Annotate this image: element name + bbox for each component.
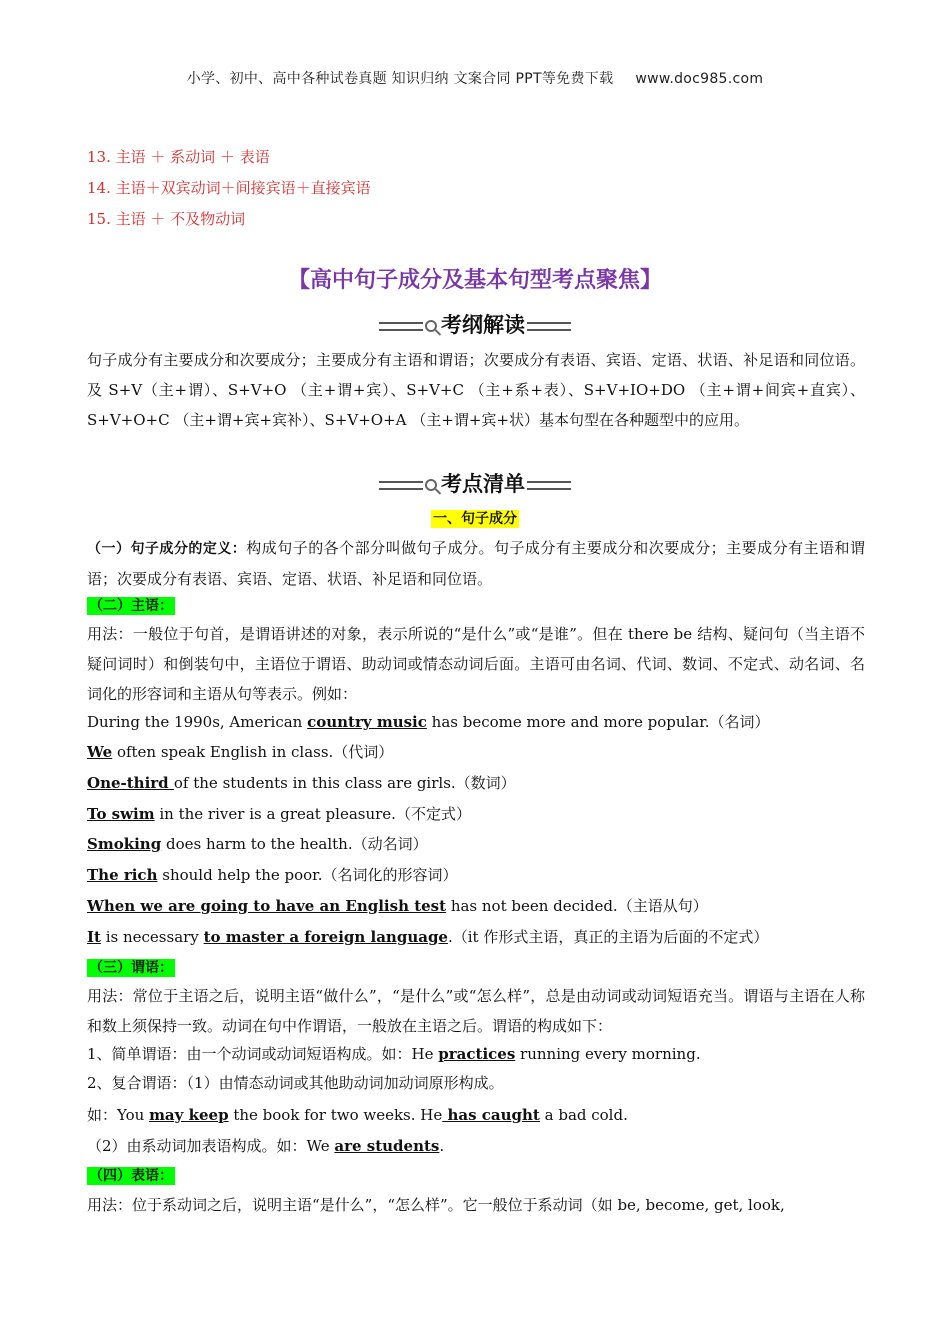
section-title: 考纲解读: [441, 313, 525, 337]
example-text: 1、简单谓语：由一个动词或动词短语构成。如：He: [87, 1045, 439, 1063]
example-text: has not been decided.（主语从句）: [446, 897, 708, 915]
example-text: should help the poor.（名词化的形容词）: [157, 866, 458, 884]
example-underlined: has caught: [442, 1106, 540, 1124]
section-heading-checklist: [0, 468, 950, 498]
simple-predicate-line: [87, 1039, 701, 1069]
example-text: is necessary: [100, 928, 204, 946]
example-underlined: country music: [307, 713, 427, 731]
example-text: （2）由系动词加表语构成。如：We: [87, 1137, 335, 1155]
example-line: [87, 799, 471, 829]
example-underlined: are students: [334, 1137, 440, 1155]
divider-right: [527, 481, 571, 490]
main-title: 【高中句子成分及基本句型考点聚焦】: [287, 268, 662, 293]
example-underlined: We: [87, 743, 113, 761]
example-text: .: [439, 1137, 445, 1155]
example-underlined: Smoking: [87, 835, 162, 853]
divider-left: [379, 481, 423, 490]
example-text: has become more and more popular.（名词）: [426, 713, 770, 731]
predicate-usage: 用法：常位于主语之后，说明主语“做什么”，“是什么”或“怎么样”，总是由动词或动词短语充当。谓语与主语在人称和数上须保持一致。动词在句中作谓语，一般放在主语之后。谓语的构成如下：: [87, 987, 865, 1035]
example-underlined: When we are going to have an English test: [87, 897, 447, 915]
definition-text: 构成句子的各个部分叫做句子成分。句子成分有主要成分和次要成分；主要成分有主语和谓语；次要成分有表语、宾语、定语、状语、补足语和同位语。: [87, 539, 865, 588]
example-text: a bad cold.: [539, 1106, 628, 1124]
subject-label: （二）主语：: [89, 598, 173, 614]
definition-label: （一）句子成分的定义：: [87, 541, 247, 557]
subject-usage: 用法：一般位于句首，是谓语讲述的对象，表示所说的“是什么”或“是谁”。但在 there be 结构、疑问句（当主语不疑问词时）和倒装句中，主语位于谓语、助动词或情态动词后面。主语可由名词、代词、数词、不定式、动名词、名词化的形容词和主语从句等表示。例如：: [87, 625, 865, 703]
example-line: [87, 768, 516, 798]
definition-paragraph: [87, 533, 865, 594]
compound-predicate-line: 2、复合谓语：（1）由情态动词或其他助动词加动词原形构成。: [87, 1074, 504, 1092]
sentence-pattern-list: [87, 142, 371, 235]
example-text: .（it 作形式主语，真正的主语为后面的不定式）: [447, 928, 769, 946]
magnifier-icon: [425, 479, 437, 491]
list-item: 13. 主语 ＋ 系动词 ＋ 表语: [87, 148, 270, 166]
divider-left: [379, 322, 423, 331]
example-text: does harm to the health.（动名词）: [161, 835, 428, 853]
example-text: 如：You: [87, 1106, 150, 1124]
predicative-label: （四）表语：: [89, 1168, 173, 1184]
section-heading-outline: [0, 309, 950, 339]
example-text: of the students in this class are girls.（数词）: [173, 774, 516, 792]
predicate-label: （三）谓语：: [89, 960, 173, 976]
predicate-label-row: [87, 952, 175, 983]
example-text: the book for two weeks. He: [228, 1106, 443, 1124]
example-underlined: The rich: [87, 866, 158, 884]
example-text: in the river is a great pleasure.（不定式）: [154, 805, 471, 823]
list-item: 14. 主语＋双宾动词＋间接宾语＋直接宾语: [87, 179, 371, 197]
example-underlined: may keep: [149, 1106, 229, 1124]
subject-label-row: [87, 590, 175, 621]
example-underlined: practices: [438, 1045, 516, 1063]
magnifier-icon: [425, 320, 437, 332]
example-underlined: to master a foreign language: [203, 928, 448, 946]
header-url[interactable]: www.doc985.com: [635, 71, 764, 87]
example-line: [87, 737, 393, 767]
example-line: [87, 829, 428, 859]
header-text: 小学、初中、高中各种试卷真题 知识归纳 文案合同 PPT等免费下载: [186, 71, 614, 87]
example-text: often speak English in class.（代词）: [112, 743, 394, 761]
example-line: [87, 891, 708, 921]
divider-right: [527, 322, 571, 331]
predicative-usage: 用法：位于系动词之后，说明主语“是什么”，“怎么样”。它一般位于系动词（如 be, become, get, look,: [87, 1196, 785, 1214]
example-line: [87, 860, 457, 890]
example-underlined: One-third: [87, 774, 174, 792]
section-title: 考点清单: [441, 472, 525, 496]
example-text: running every morning.: [515, 1045, 701, 1063]
predicative-label-row: [87, 1160, 175, 1191]
page-header: [0, 68, 950, 88]
example-line: [87, 922, 768, 952]
example-underlined: To swim: [87, 805, 155, 823]
linking-predicate-line: [87, 1131, 444, 1161]
example-text: During the 1990s, American: [87, 713, 308, 731]
sub-heading-row: [0, 505, 950, 532]
example-line: [87, 707, 770, 737]
list-item: 15. 主语 ＋ 不及物动词: [87, 210, 246, 228]
compound-example-line: [87, 1100, 628, 1130]
example-underlined: It: [87, 928, 101, 946]
outline-paragraph: 句子成分有主要成分和次要成分；主要成分有主语和谓语；次要成分有表语、宾语、定语、状语、补足语和同位语。及 S+V（主+谓）、S+V+O （主+谓+宾）、S+V+C （主+系+表）、S+V+IO+DO （主+谓+间宾+直宾）、S+V+O+C （主+谓+宾+宾补）、S+V+O+A （主+谓+宾+状）基本句型在各种题型中的应用。: [87, 351, 865, 429]
sub-heading: 一、句子成分: [433, 511, 517, 527]
